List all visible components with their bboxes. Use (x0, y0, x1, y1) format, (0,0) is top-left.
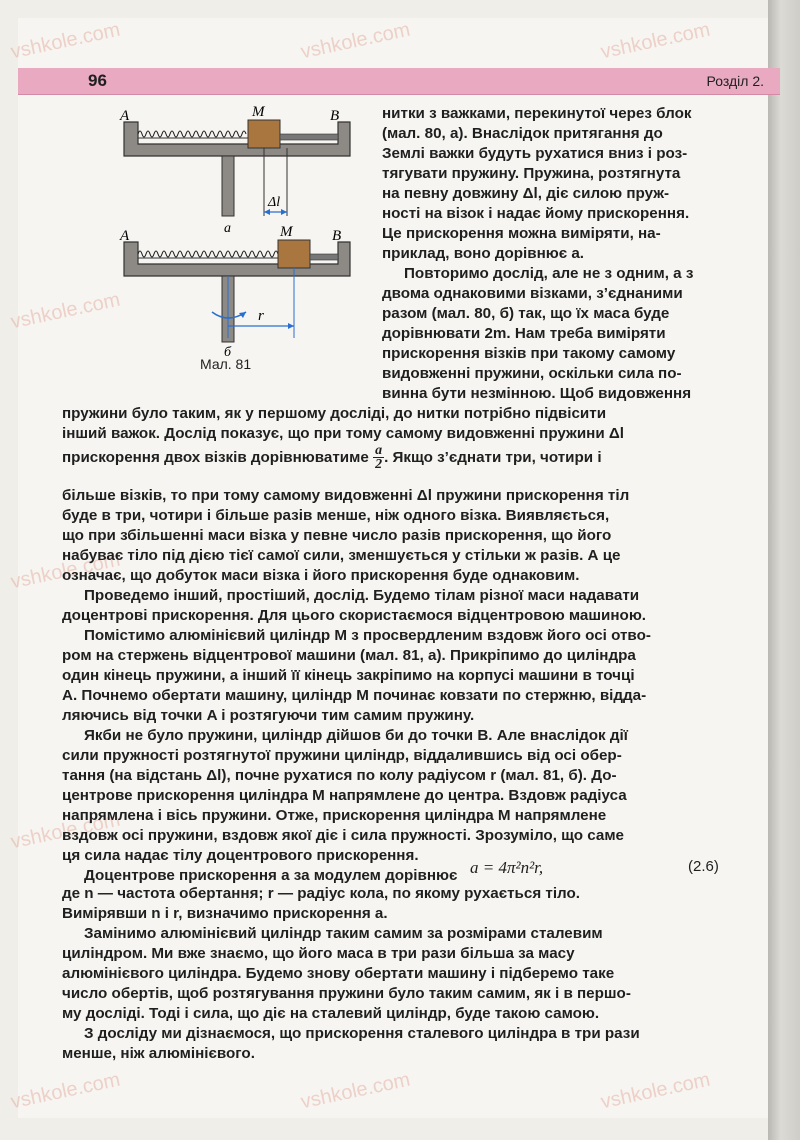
text-line: один кінець пружини, а інший її кінець закріпимо на корпусі машини в точці (62, 667, 635, 684)
text-line: . Якщо з’єднати три, чотири і (384, 449, 602, 466)
watermark: vshkole.com (598, 18, 713, 64)
text-line: прискорення візків при такому самому (382, 345, 676, 362)
text-line: число обертів, щоб розтягування пружини було таким самим, як і в першо- (62, 985, 631, 1002)
label-r: r (258, 308, 264, 324)
text-line: двома однаковими візками, з’єднаними (382, 285, 683, 302)
watermark: vshkole.com (298, 1068, 413, 1114)
text-line: більше візків, то при тому самому видовженні Δl пружини прискорення тіл (62, 487, 630, 504)
text-line: Землі важки будуть рухатися вниз і роз- (382, 145, 688, 162)
text-line: разом (мал. 80, б) так, що їх маса буде (382, 305, 670, 322)
text-line: дорівнювати 2m. Нам треба виміряти (382, 325, 666, 342)
text-line: набуває тіло під дією тієї самої сили, зменшується у стільки ж разів. А це (62, 547, 621, 564)
text-line: вздовж осі пружини, вздовж якої діє і сила пружності. Зрозуміло, що саме (62, 827, 625, 844)
label-a-bottom: A (120, 228, 130, 244)
watermark: vshkole.com (8, 548, 123, 594)
watermark: vshkole.com (298, 18, 413, 64)
text-line: Це прискорення можна виміряти, на- (382, 225, 661, 242)
text-line: де n — частота обертання; r — радіус кола, по якому рухається тіло. (62, 885, 581, 902)
text-line: сили пружності розтягнутої пружини циліндр, віддалившись від осі обер- (62, 747, 622, 764)
body-text-1 (62, 404, 740, 444)
body-text-3 (62, 884, 740, 1064)
text-line: означає, що добуток маси візка і його прискорення буде однаковим. (62, 567, 580, 584)
fraction-numerator: а (375, 443, 383, 459)
text-line: на певну довжину Δl, діє силою пруж- (382, 185, 670, 202)
label-subfig-a: а (224, 221, 231, 236)
text-line: приклад, воно дорівнює а. (382, 245, 584, 262)
label-m-bottom: M (280, 224, 293, 240)
diagram-a (119, 104, 350, 236)
formula: a = 4π²n²r, (470, 858, 544, 877)
page-edge-shadow (768, 0, 800, 1140)
text-line: пружини було таким, як у першому досліді, до нитки потрібно підвісити (62, 405, 607, 422)
text-line: Помістимо алюмінієвий циліндр M з просвердленим вздовж його осі отво- (84, 627, 651, 644)
text-line: Повторимо дослід, але не з одним, а з (404, 265, 694, 282)
watermark: vshkole.com (8, 808, 123, 854)
text-line: Якби не було пружини, циліндр дійшов би до точки B. Але внаслідок дії (84, 727, 628, 744)
diagram-b (119, 224, 350, 360)
text-line: му досліді. Тоді і сила, що діє на сталевий циліндр, буде такою самою. (62, 1005, 600, 1022)
label-b-top: B (330, 108, 340, 124)
text-line: винна бути незмінною. Щоб видовження (382, 385, 692, 402)
text-line: видовженні пружини, оскільки сила по- (382, 365, 682, 382)
text-line: Проведемо інший, простіший, дослід. Будемо тілам різної маси надавати (84, 587, 640, 604)
text-line: Замінимо алюмінієвий циліндр таким самим за розмірами сталевим (84, 925, 603, 942)
column-text (382, 104, 738, 404)
text-line: буде в три, чотири і більше разів менше, ніж одного візка. Виявляється, (62, 507, 610, 524)
watermark: vshkole.com (8, 18, 123, 64)
fraction-line (62, 440, 740, 476)
text-line: циліндром. Ми вже знаємо, що його маса в три рази більша за масу (62, 945, 575, 962)
text-line: нитки з важками, перекинутої через блок (382, 105, 692, 122)
page-number: 96 (88, 71, 107, 90)
text-line: ляючись від точки A і розтягуючи тим самим пружину. (62, 707, 475, 724)
label-b-bottom: B (332, 228, 342, 244)
text-line: інший важок. Дослід показує, що при тому самому видовженні пружини Δl (62, 425, 625, 442)
text-line: A. Почнемо обертати машину, циліндр M починає ковзати по стержню, відда- (62, 687, 647, 704)
text-line: напрямлена і вісь пружини. Отже, прискорення циліндра M напрямлене (62, 807, 607, 824)
text-line: З досліду ми дізнаємося, що прискорення сталевого циліндра в три рази (84, 1025, 640, 1042)
header-bar (18, 68, 780, 95)
label-subfig-b: б (224, 345, 232, 360)
body-text-2 (62, 486, 740, 886)
text-line: ності на візок і надає йому прискорення. (382, 205, 690, 222)
section-label: Розділ 2. (706, 73, 764, 89)
text-line: алюмінієвого циліндра. Будемо знову обертати машину і підберемо таке (62, 965, 615, 982)
fraction-a-over-2 (373, 444, 384, 471)
text-line: Вимірявши n і r, визначимо прискорення а. (62, 905, 388, 922)
watermark: vshkole.com (8, 288, 123, 334)
label-m-top: M (252, 104, 265, 120)
fraction-denominator: 2 (375, 457, 383, 473)
text-line: що при збільшенні маси візка у певне число разів прискорення, що його (62, 527, 612, 544)
text-line: ця сила надає тілу доцентрового прискорення. (62, 847, 419, 864)
label-delta-l: Δl (268, 195, 281, 210)
text-line: (мал. 80, а). Внаслідок притягання до (382, 125, 663, 142)
text-line: тягувати пружину. Пружина, розтягнута (382, 165, 681, 182)
text-line: прискорення двох візків дорівнюватиме (62, 449, 369, 466)
text-line: тання (на відстань Δl), почне рухатися по колу радіусом r (мал. 81, б). До- (62, 767, 617, 784)
text-line: центрове прискорення циліндра M напрямлене до центра. Вздовж радіуса (62, 787, 627, 804)
text-line: Доцентрове прискорення а за модулем дорівнює (84, 867, 458, 884)
text-line: доцентрові прискорення. Для цього скористаємося відцентровою машиною. (62, 607, 647, 624)
text-line: ром на стержень відцентрової машини (мал. 81, а). Прикріпимо до циліндра (62, 647, 636, 664)
figure-centrifugal-machine (112, 100, 372, 370)
formula-number: (2.6) (688, 858, 719, 875)
watermark: vshkole.com (598, 1068, 713, 1114)
figure-caption: Мал. 81 (200, 356, 252, 372)
text-line: менше, ніж алюмінієвого. (62, 1045, 255, 1062)
watermark: vshkole.com (8, 1068, 123, 1114)
label-a-top: A (120, 108, 130, 124)
